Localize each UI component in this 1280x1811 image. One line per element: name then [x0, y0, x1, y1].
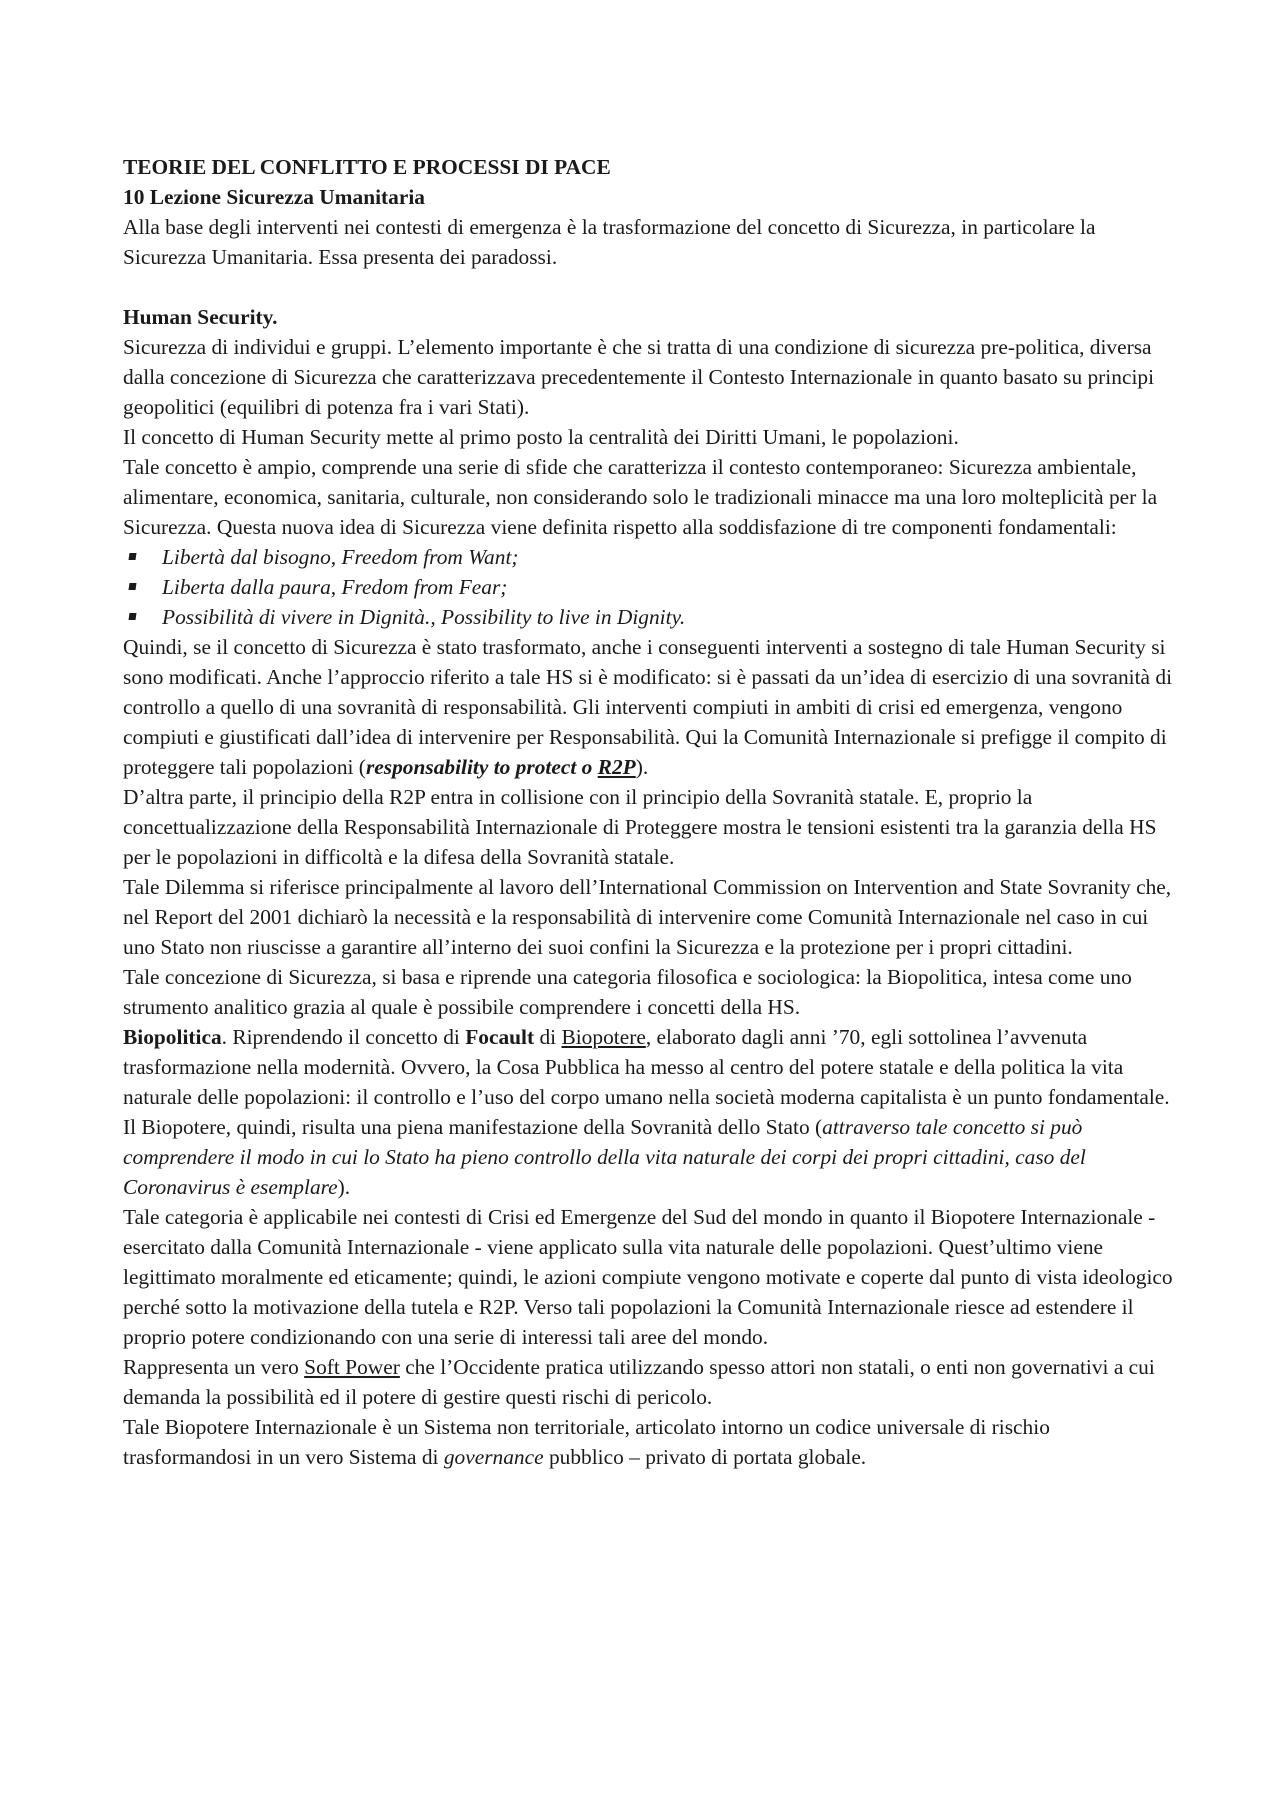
- paragraph-biopolitics-intro: Tale concezione di Sicurezza, si basa e riprende una categoria filosofica e sociologica: la Biopolitica, intesa come uno strumento analitico grazia al quale è possibile comprendere i concetti della HS.: [123, 965, 1132, 1019]
- emphasis-text: attraverso tale concetto si può comprendere il modo in cui lo Stato ha pieno controllo della vita naturale dei corpi dei propri cittadini, caso del Coronavirus è esemplare: [123, 1115, 1086, 1199]
- list-item: [123, 602, 1173, 632]
- biopolitica-term: Biopolitica: [123, 1025, 222, 1049]
- paragraph-text: di: [534, 1025, 562, 1049]
- focault-name: Focault: [465, 1025, 535, 1049]
- paragraph-dilemma: Tale Dilemma si riferisce principalmente al lavoro dell’International Commission on Intervention and State Sovranity che, nel Report del 2001 dichiarò la necessità e la responsabilità di intervenire come Comunità Internazionale nel caso in cui uno Stato non riuscisse a garantire all’interno dei suoi confini la Sicurezza e la protezione per i propri cittadini.: [123, 875, 1172, 959]
- paragraph-text: ).: [635, 755, 649, 779]
- square-bullet-icon: [129, 613, 137, 620]
- r2p-term: R2P: [597, 755, 636, 779]
- paragraph-text: Tale Biopotere Internazionale è un Sistema non territoriale, articolato intorno un codice universale di rischio trasformandosi in un vero Sistema di: [123, 1415, 1050, 1469]
- list-item-text: Libertà dal bisogno, Freedom from Want;: [162, 545, 519, 569]
- paragraph-hs-scope: Tale concetto è ampio, comprende una serie di sfide che caratterizza il contesto contemporaneo: Sicurezza ambientale, alimentare, economica, sanitaria, culturale, non considerando solo le tradizionali minacce ma una loro molteplicità per la Sicurezza. Questa nuova idea di Sicurezza viene definita rispetto alla soddisfazione di tre componenti fondamentali:: [123, 455, 1158, 539]
- paragraph-text: Rappresenta un vero: [123, 1355, 305, 1379]
- paragraph-text: Quindi, se il concetto di Sicurezza è stato trasformato, anche i conseguenti interventi a sostegno di tale Human Security si sono modificati. Anche l’approccio riferito a tale HS si è modificato: si è passati da un’idea di esercizio di una sovranità di controllo a quello di una sovranità di responsabilità. Gli interventi compiuti in ambiti di crisi ed emergenza, vengono compiuti e giustificati dall’idea di intervenire per Responsabilità. Qui la Comunità Internazionale si prefigge il compito di proteggere tali popolazioni (: [123, 635, 1173, 779]
- square-bullet-icon: [129, 553, 137, 560]
- paragraph-final: [123, 1412, 1173, 1472]
- paragraph-text: pubblico – privato di portata globale.: [543, 1445, 867, 1469]
- paragraph-hs-centrality: Il concetto di Human Security mette al primo posto la centralità dei Diritti Umani, le popolazioni.: [123, 425, 959, 449]
- paragraph-text: , elaborato dagli anni ’70, egli sottolinea l’avvenuta trasformazione nella modernità. Ovvero, la Cosa Pubblica ha messo al centro del potere statale e della politica la vita naturale delle popolazioni: il controllo e l’uso del corpo umano nella società moderna capitalista è un punto fondamentale. Il Biopotere, quindi, risulta una piena manifestazione della Sovranità dello Stato (: [123, 1025, 1170, 1139]
- paragraph-gap: [123, 272, 1173, 302]
- governance-term: governance: [443, 1445, 544, 1469]
- paragraph-responsibility: [123, 632, 1173, 782]
- paragraph-text: che l’Occidente pratica utilizzando spesso attori non statali, o enti non governativi a cui demanda la possibilità ed il potere di gestire questi rischi di pericolo.: [123, 1355, 1155, 1409]
- list-item: [123, 542, 1173, 572]
- list-item-text: Liberta dalla paura, Fredom from Fear;: [162, 575, 508, 599]
- lesson-subtitle: 10 Lezione Sicurezza Umanitaria: [123, 185, 425, 209]
- intro-paragraph: Alla base degli interventi nei contesti di emergenza è la trasformazione del concetto di Sicurezza, in particolare la Sicurezza Umanitaria. Essa presenta dei paradossi.: [123, 215, 1096, 269]
- paragraph-biopolitics: [123, 1022, 1173, 1202]
- section-heading-human-security: Human Security.: [123, 305, 278, 329]
- list-item-text: Possibilità di vivere in Dignità., Possibility to live in Dignity.: [162, 605, 686, 629]
- components-list: [123, 542, 1173, 632]
- emphasis-text: responsability to protect o: [365, 755, 598, 779]
- document-page: [123, 152, 1173, 1472]
- list-item: [123, 572, 1173, 602]
- document-title: TEORIE DEL CONFLITTO E PROCESSI DI PACE: [123, 155, 611, 179]
- paragraph-text: ).: [337, 1175, 351, 1199]
- paragraph-r2p-collision: D’altra parte, il principio della R2P entra in collisione con il principio della Sovranità statale. E, proprio la concettualizzazione della Responsabilità Internazionale di Proteggere mostra le tensioni esistenti tra la garanzia della HS per le popolazioni in difficoltà e la difesa della Sovranità statale.: [123, 785, 1157, 869]
- paragraph-hs-definition: Sicurezza di individui e gruppi. L’elemento importante è che si tratta di una condizione di sicurezza pre-politica, diversa dalla concezione di Sicurezza che caratterizzava precedentemente il Contesto Internazionale in quanto basato su principi geopolitici (equilibri di potenza fra i vari Stati).: [123, 335, 1155, 419]
- paragraph-text: . Riprendendo il concetto di: [221, 1025, 466, 1049]
- square-bullet-icon: [129, 583, 137, 590]
- paragraph-category: Tale categoria è applicabile nei contesti di Crisi ed Emergenze del Sud del mondo in quanto il Biopotere Internazionale - esercitato dalla Comunità Internazionale - viene applicato sulla vita naturale delle popolazioni. Quest’ultimo viene legittimato moralmente ed eticamente; quindi, le azioni compiute vengono motivate e coperte dal punto di vista ideologico perché sotto la motivazione della tutela e R2P. Verso tali popolazioni la Comunità Internazionale riesce ad estendere il proprio potere condizionando con una serie di interessi tali aree del mondo.: [123, 1205, 1173, 1349]
- soft-power-term: Soft Power: [304, 1355, 400, 1379]
- paragraph-soft-power: [123, 1352, 1173, 1412]
- biopotere-term: Biopotere: [561, 1025, 646, 1049]
